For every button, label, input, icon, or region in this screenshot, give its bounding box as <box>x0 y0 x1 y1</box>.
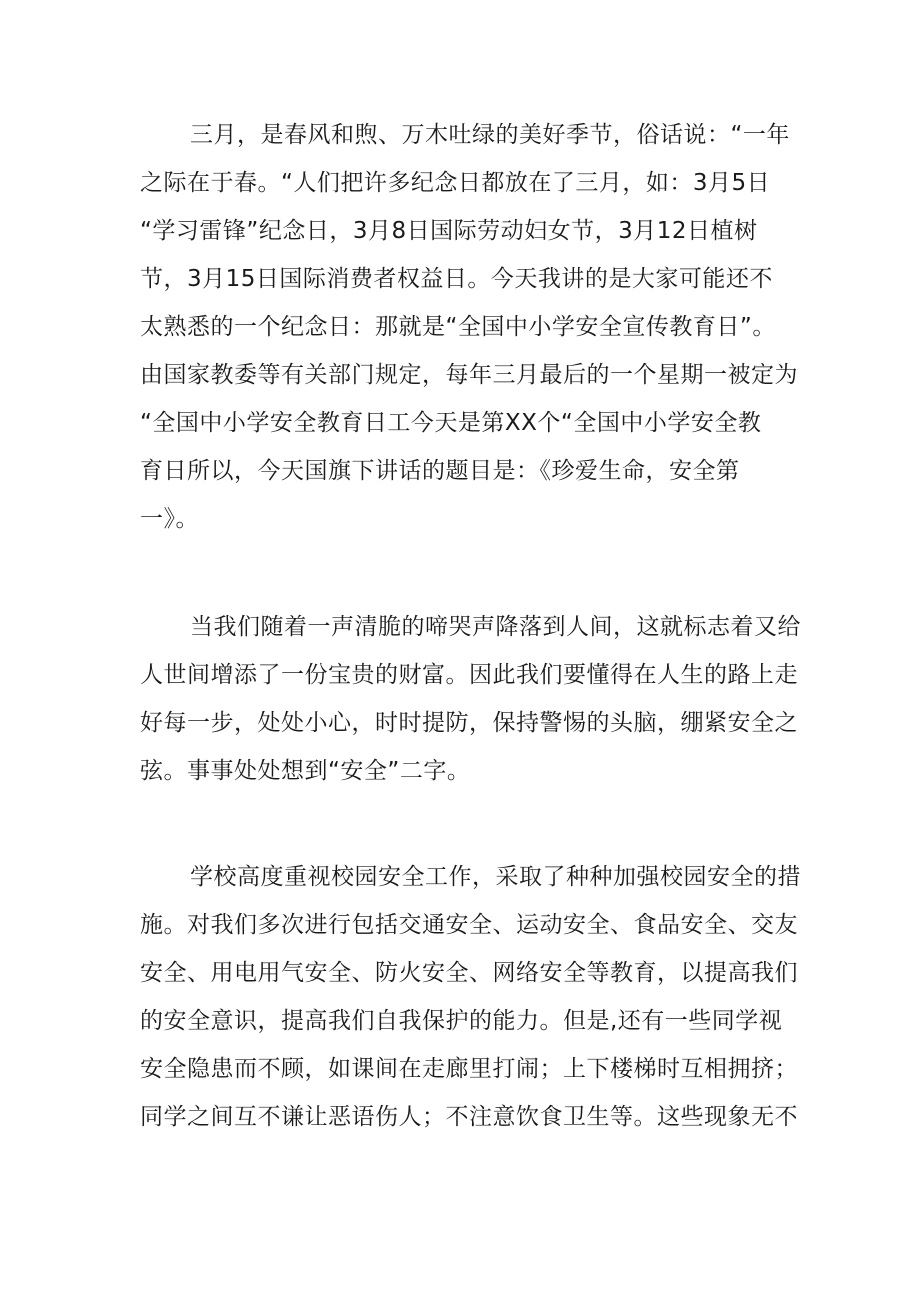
paragraph-3-line-6: 同学之间互不谦让恶语伤人；不注意饮食卫生等。这些现象无不 <box>140 1104 798 1130</box>
paragraph-1-line-9: 一》。 <box>140 506 199 532</box>
paragraph-1-line-5: 太熟悉的一个纪念日：那就是“全国中小学安全宣传教育日”。 <box>140 314 776 340</box>
paragraph-1-line-8: 育日所以，今天国旗下讲话的题目是：《珍爱生命，安全第 <box>140 458 740 484</box>
paragraph-1-line-4: 节，3月15日国际消费者权益日。今天我讲的是大家可能还不 <box>140 266 773 292</box>
paragraph-1-line-6: 由国家教委等有关部门规定，每年三月最后的一个星期一被定为 <box>140 362 798 388</box>
paragraph-1-line-3: “学习雷锋”纪念日，3月8日国际劳动妇女节，3月12日植树 <box>140 218 758 244</box>
paragraph-1-line-1: 三月，是春风和煦、万木吐绿的美好季节，俗话说：“一年 <box>190 122 790 148</box>
paragraph-2-line-1: 当我们随着一声清脆的啼哭声降落到人间，这就标志着又给 <box>190 614 801 640</box>
paragraph-3-line-2: 施。对我们多次进行包括交通安全、运动安全、食品安全、交友 <box>140 912 798 938</box>
paragraph-3-line-4: 的安全意识，提高我们自我保护的能力。但是,还有一些同学视 <box>140 1008 783 1034</box>
paragraph-3-line-3: 安全、用电用气安全、防火安全、网络安全等教育，以提高我们 <box>140 960 798 986</box>
paragraph-3-line-1: 学校高度重视校园安全工作，采取了种种加强校园安全的措 <box>190 864 801 890</box>
paragraph-1-line-7: “全国中小学安全教育日工今天是第XX个“全国中小学安全教 <box>140 410 762 436</box>
paragraph-2-line-3: 好每一步，处处小心，时时提防，保持警惕的头脑，绷紧安全之 <box>140 710 798 736</box>
paragraph-1-line-2: 之际在于春。“人们把许多纪念日都放在了三月，如：3月5日 <box>140 170 771 196</box>
paragraph-2-line-4: 弦。事事处处想到“安全”二字。 <box>140 758 471 784</box>
paragraph-3-line-5: 安全隐患而不顾，如课间在走廊里打闹；上下楼梯时互相拥挤； <box>140 1056 798 1082</box>
paragraph-2-line-2: 人世间增添了一份宝贵的财富。因此我们要懂得在人生的路上走 <box>140 662 798 688</box>
